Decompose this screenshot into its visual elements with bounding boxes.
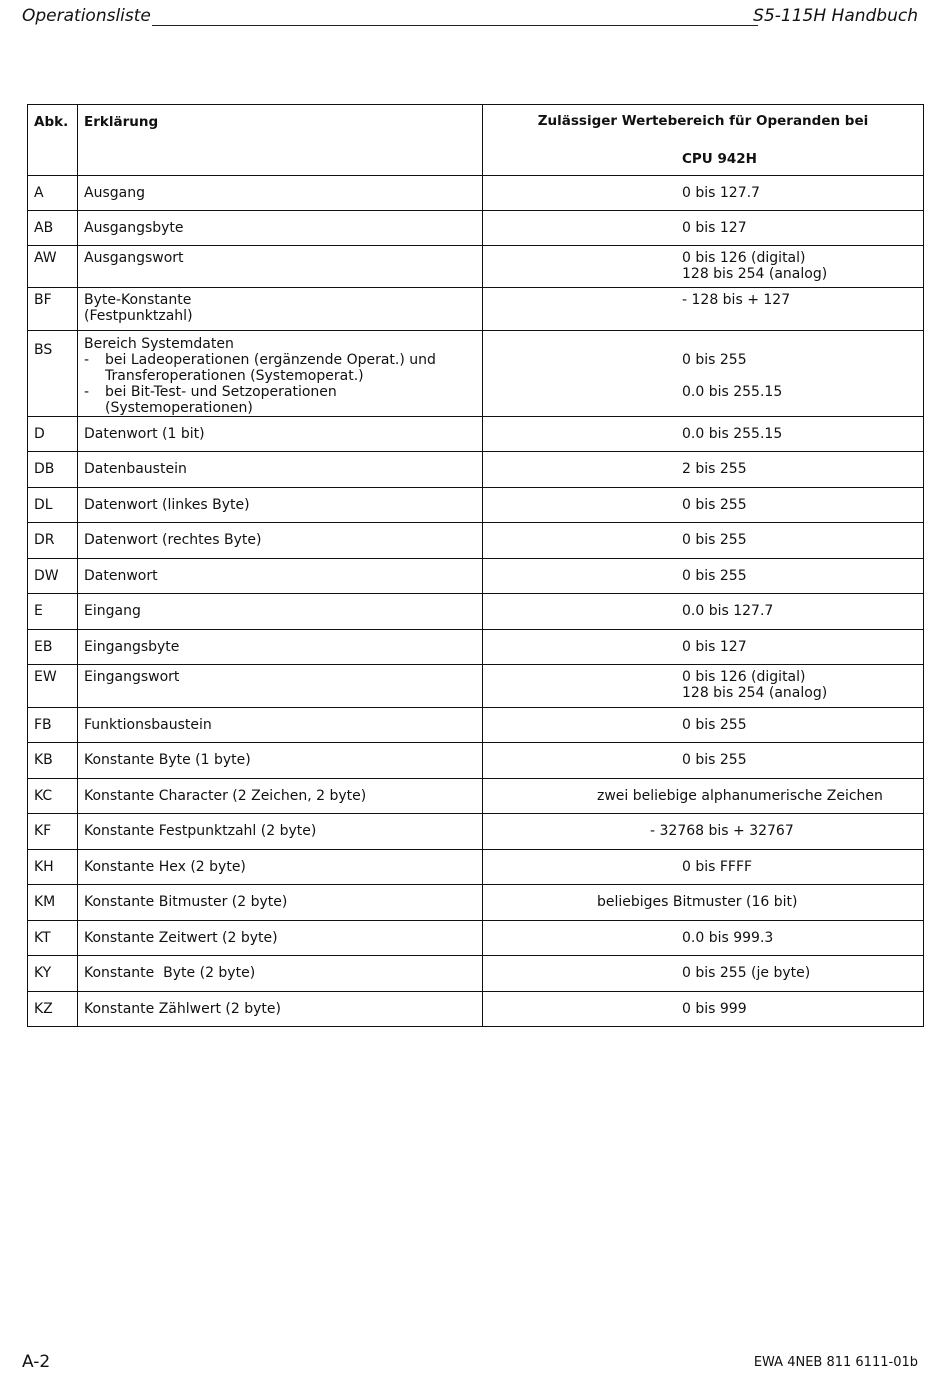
table-row [28,630,924,665]
erklaerung-line-2: (Festpunktzahl) [84,308,193,324]
cell-abk: KC [28,779,78,814]
cell-erklaerung: Konstante Character (2 Zeichen, 2 byte) [78,779,483,814]
range-line-1: 0 bis 126 (digital) [682,669,806,685]
range-line-2: 128 bis 254 (analog) [682,685,828,701]
cell-range: - 128 bis + 127 [483,288,924,331]
cell-abk: D [28,417,78,452]
table-row [28,779,924,814]
header-wertebereich [483,105,924,176]
page-number: A-2 [22,1352,51,1372]
header-bereich-label: Zulässiger Wertebereich für Operanden bei [537,113,869,129]
cell-range: 0 bis FFFF [483,850,924,885]
table-row [28,523,924,559]
document-code: EWA 4NEB 811 6111-01b [753,1355,918,1370]
cell-erklaerung: Datenwort (rechtes Byte) [78,523,483,559]
cell-erklaerung: Eingangswort [78,665,483,708]
table-row [28,992,924,1027]
running-header-manual: S5-115H Handbuch [753,6,918,26]
header-cpu: CPU 942H [682,151,757,167]
header-erklaerung: Erklärung [78,105,483,176]
cell-range: 0 bis 255 (je byte) [483,956,924,992]
table-row [28,743,924,779]
cell-erklaerung: Funktionsbaustein [78,708,483,743]
cell-abk: KZ [28,992,78,1027]
cell-range: 0.0 bis 127.7 [483,594,924,630]
cell-erklaerung [78,331,483,417]
cell-erklaerung: Datenwort [78,559,483,594]
cell-range [483,665,924,708]
table-row [28,594,924,630]
cell-range: 0 bis 127 [483,211,924,246]
cell-range: 0 bis 255 [483,743,924,779]
cell-abk: KF [28,814,78,850]
cell-abk: A [28,176,78,211]
table-row [28,417,924,452]
cell-abk: FB [28,708,78,743]
cell-erklaerung: Konstante Byte (1 byte) [78,743,483,779]
cell-range: 0 bis 127.7 [483,176,924,211]
cell-erklaerung: Konstante Zeitwert (2 byte) [78,921,483,956]
cell-abk: KM [28,885,78,921]
cell-range: 0 bis 255 [483,559,924,594]
cell-range: beliebiges Bitmuster (16 bit) [483,885,924,921]
cell-abk: KB [28,743,78,779]
table-row [28,814,924,850]
cell-erklaerung: Konstante Hex (2 byte) [78,850,483,885]
cell-abk: DW [28,559,78,594]
table-row [28,708,924,743]
header-abk: Abk. [28,105,78,176]
erklaerung-sub-item-cont: Transferoperationen (Systemoperat.) [105,368,364,384]
table-header-row [28,105,924,176]
operand-table [27,104,924,1027]
table-row [28,665,924,708]
cell-range: 0 bis 999 [483,992,924,1027]
cell-range: - 32768 bis + 32767 [483,814,924,850]
cell-abk: KT [28,921,78,956]
cell-range: 2 bis 255 [483,452,924,488]
cell-abk: DB [28,452,78,488]
cell-range: 0 bis 255 [483,708,924,743]
range-line-2: 128 bis 254 (analog) [682,266,828,282]
cell-erklaerung: Konstante Zählwert (2 byte) [78,992,483,1027]
cell-range: 0 bis 255 [483,488,924,523]
cell-abk: EB [28,630,78,665]
cell-abk: AW [28,246,78,288]
table-row [28,246,924,288]
cell-erklaerung: Ausgangswort [78,246,483,288]
cell-abk: AB [28,211,78,246]
cell-erklaerung: Datenbaustein [78,452,483,488]
range-line-1: 0 bis 126 (digital) [682,250,806,266]
table-row [28,850,924,885]
cell-erklaerung: Konstante Festpunktzahl (2 byte) [78,814,483,850]
erklaerung-sub-item: - bei Ladeoperationen (ergänzende Operat.) und [84,352,436,368]
cell-abk: BF [28,288,78,331]
cell-range: 0 bis 127 [483,630,924,665]
cell-abk: KH [28,850,78,885]
table-row [28,211,924,246]
cell-erklaerung: Datenwort (linkes Byte) [78,488,483,523]
table-row [28,452,924,488]
cell-abk: BS [28,331,78,417]
erklaerung-line-1: Byte-Konstante [84,292,192,308]
cell-abk: KY [28,956,78,992]
running-header-title: Operationsliste [22,6,151,26]
erklaerung-sub-item: - bei Bit-Test- und Setzoperationen (Systemoperationen) [84,384,337,416]
cell-range [483,246,924,288]
cell-erklaerung: Konstante Byte (2 byte) [78,956,483,992]
cell-erklaerung: Eingangsbyte [78,630,483,665]
cell-erklaerung: Eingang [78,594,483,630]
cell-erklaerung: Ausgangsbyte [78,211,483,246]
cell-range: zwei beliebige alphanumerische Zeichen [483,779,924,814]
table-row [28,331,924,417]
cell-erklaerung: Ausgang [78,176,483,211]
cell-range: 0.0 bis 255.15 [483,417,924,452]
cell-range: 0.0 bis 999.3 [483,921,924,956]
cell-abk: DL [28,488,78,523]
table-row [28,921,924,956]
cell-range: 0 bis 255 [483,523,924,559]
table-row [28,176,924,211]
table-row [28,885,924,921]
cell-erklaerung: Konstante Bitmuster (2 byte) [78,885,483,921]
table-row [28,956,924,992]
cell-range [483,331,924,417]
header-rule [152,25,758,26]
cell-erklaerung [78,288,483,331]
range-line-1: 0 bis 255 [682,352,747,368]
erklaerung-line-1: Bereich Systemdaten [84,336,234,352]
cell-erklaerung: Datenwort (1 bit) [78,417,483,452]
table-row [28,288,924,331]
cell-abk: E [28,594,78,630]
table-row [28,488,924,523]
table-row [28,559,924,594]
range-line-2: 0.0 bis 255.15 [682,384,783,400]
cell-abk: EW [28,665,78,708]
cell-abk: DR [28,523,78,559]
